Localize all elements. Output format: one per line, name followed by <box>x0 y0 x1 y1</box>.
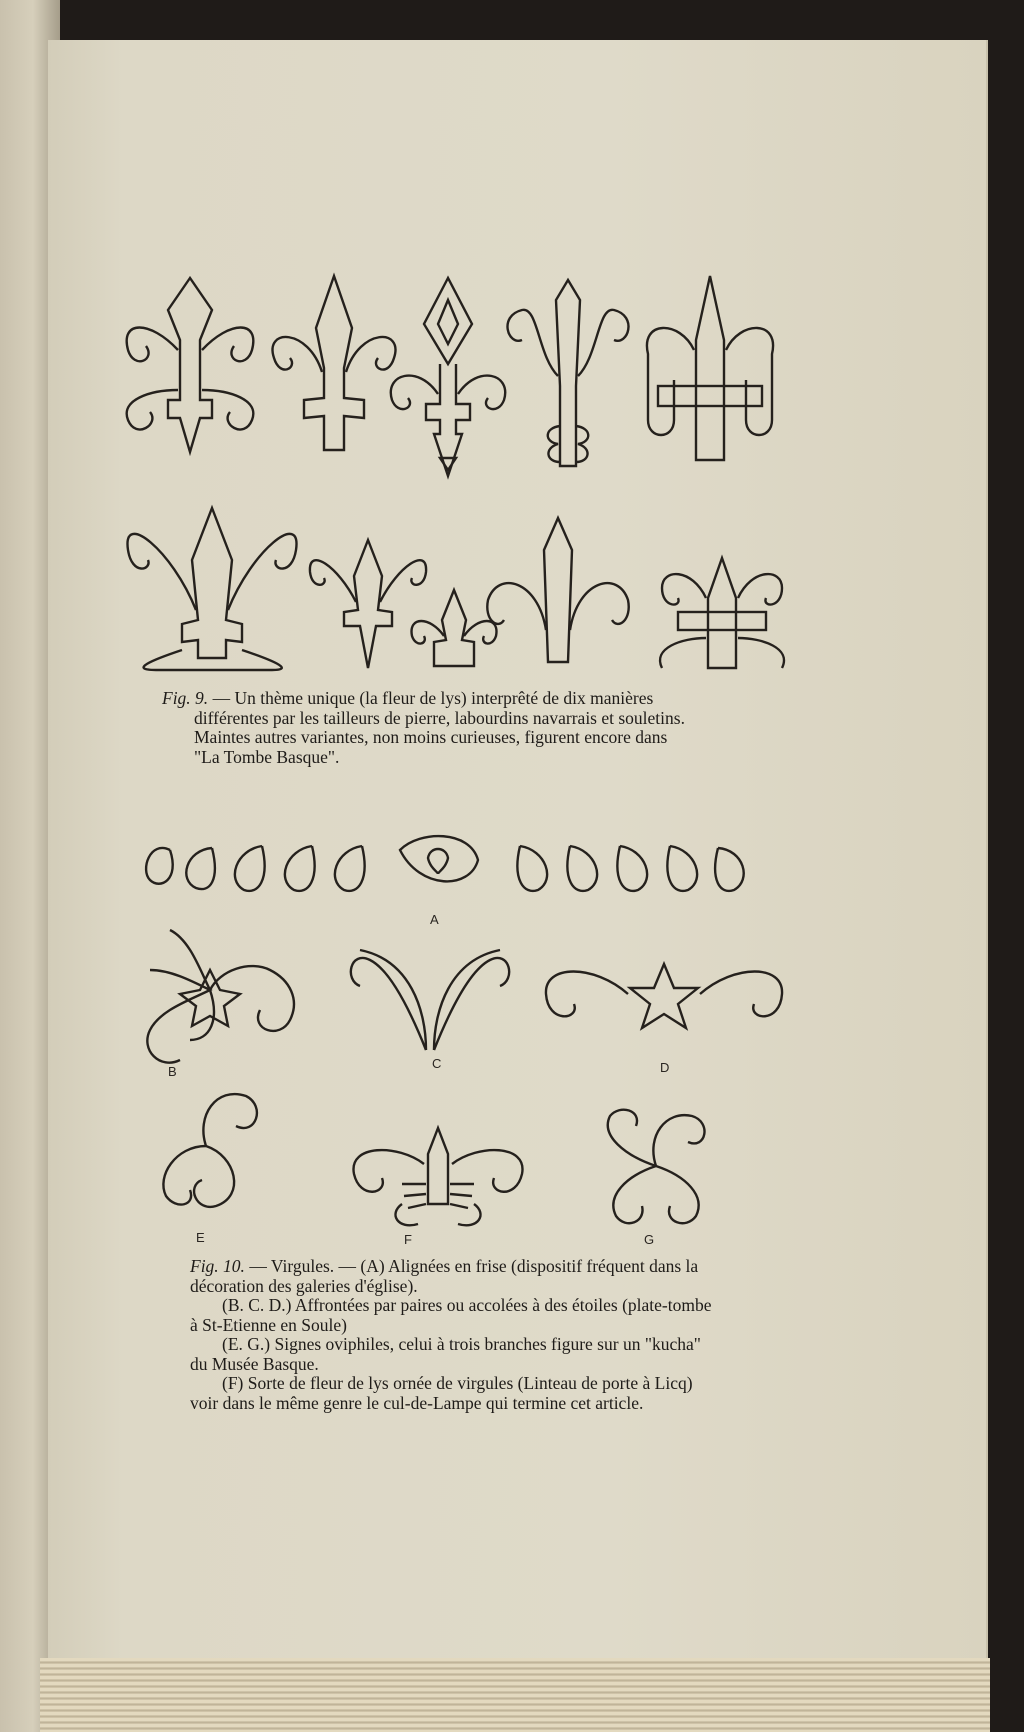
fleur-de-lys-10 <box>660 558 784 668</box>
fleur-de-lys-6 <box>128 508 297 670</box>
label-b: B <box>168 1064 177 1079</box>
virgule-star-b <box>147 930 294 1063</box>
virgule-pair-c <box>351 950 509 1050</box>
caption-text: — Virgules. — (A) Alignées en frise (dispositif fréquent dans la <box>249 1256 699 1276</box>
swastika-virgule-g <box>608 1110 705 1224</box>
label-c: C <box>432 1056 442 1071</box>
caption-line: décoration des galeries d'église). <box>190 1275 418 1296</box>
caption-line: à St-Etienne en Soule) <box>190 1314 347 1335</box>
caption-line: voir dans le même genre le cul-de-Lampe qui termine cet article. <box>190 1392 644 1413</box>
label-d: D <box>660 1060 670 1075</box>
caption-line: "La Tombe Basque". <box>194 746 340 767</box>
caption-line: du Musée Basque. <box>190 1353 319 1374</box>
figure-9-label: Fig. 9. <box>162 688 209 708</box>
caption-line: Maintes autres variantes, non moins curieuses, figurent encore dans <box>194 727 668 747</box>
fleur-de-lys-9 <box>487 518 628 662</box>
fleur-de-lys-virgules-f <box>354 1128 523 1225</box>
caption-line: (E. G.) Signes oviphiles, celui à trois branches figure sur un "kucha" <box>222 1334 701 1354</box>
caption-line: différentes par les tailleurs de pierre, labourdins navarrais et souletins. <box>194 707 685 728</box>
virgule-star-d <box>546 964 782 1028</box>
figure-9-caption <box>162 689 744 767</box>
caption-line <box>190 1257 746 1277</box>
label-g: G <box>644 1232 655 1247</box>
caption-text: — Un thème unique (la fleur de lys) interprêté de dix manières <box>212 688 654 708</box>
label-f: F <box>404 1232 412 1247</box>
caption-line: (B. C. D.) Affrontées par paires ou accolées à des étoiles (plate-tombe <box>222 1295 712 1315</box>
fleur-de-lys-5 <box>647 276 773 460</box>
fleur-de-lys-1 <box>127 278 254 452</box>
figure-10-caption <box>190 1257 746 1413</box>
label-e: E <box>196 1230 205 1245</box>
figure-10-label: Fig. 10. <box>190 1256 245 1276</box>
caption-line <box>162 689 744 709</box>
caption-line: (F) Sorte de fleur de lys ornée de virgules (Linteau de porte à Licq) <box>222 1373 693 1393</box>
virgule-frieze <box>146 836 744 891</box>
fleur-de-lys-4 <box>508 280 629 466</box>
fleur-de-lys-7 <box>310 540 426 668</box>
label-a: A <box>430 912 439 927</box>
fleur-de-lys-2 <box>273 276 396 450</box>
fleur-de-lys-8 <box>412 590 497 666</box>
triskel-e <box>163 1094 257 1207</box>
fleur-de-lys-3 <box>391 278 505 476</box>
